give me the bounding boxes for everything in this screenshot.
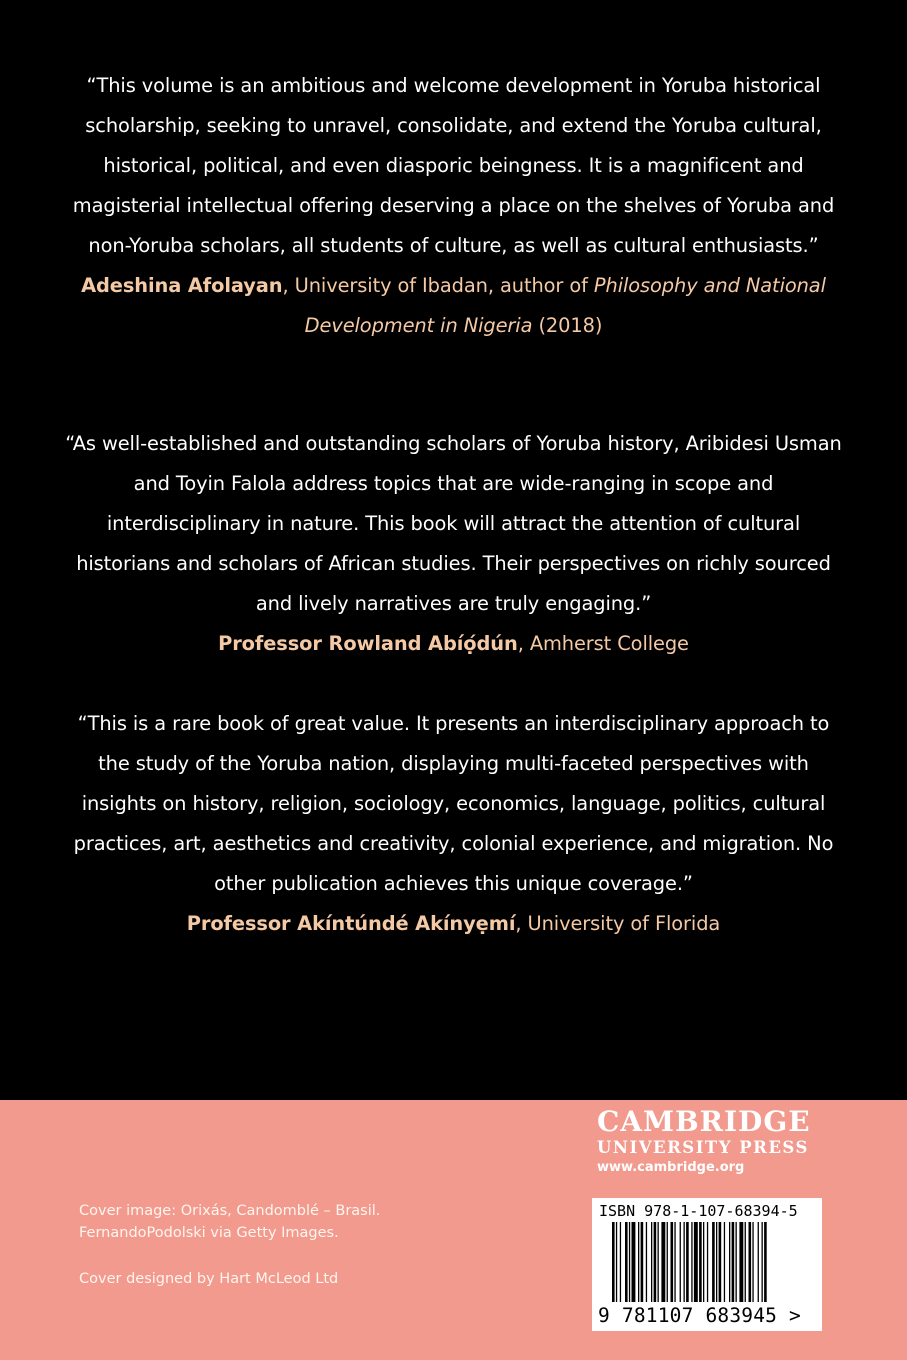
barcode-bar (749, 1222, 752, 1302)
barcode-bar (654, 1222, 657, 1302)
barcode-bar (736, 1222, 737, 1302)
barcode-bar (739, 1222, 743, 1302)
barcode-bar (671, 1222, 674, 1302)
blurb-attribution (60, 266, 847, 346)
barcode-bar (699, 1222, 702, 1302)
isbn-barcode (592, 1198, 822, 1331)
barcode-bar (612, 1222, 615, 1302)
attribution-author: Professor Akíntúndé Akínyẹmí (186, 912, 516, 935)
barcode-bar (620, 1222, 621, 1302)
publisher-subtitle: UNIVERSITY PRESS (597, 1138, 809, 1157)
barcode-bar (758, 1222, 759, 1302)
isbn-label: ISBN 978-1-107-68394-5 (599, 1202, 798, 1220)
barcode-bar (625, 1222, 628, 1302)
barcode-bar (716, 1222, 717, 1302)
blurb-attribution (60, 624, 847, 664)
barcode-bar (661, 1222, 665, 1302)
barcode-bar (680, 1222, 681, 1302)
barcode-bar (641, 1222, 644, 1302)
barcode-bar (616, 1222, 617, 1302)
cover-image-credit-line1: Cover image: Orixás, Candomblé – Brasil. (79, 1203, 381, 1219)
barcode-bar (646, 1222, 647, 1302)
publisher-logo (597, 1106, 837, 1178)
blurb-abiodun (60, 424, 847, 664)
cover-image-credit (79, 1200, 380, 1244)
barcode-bar (752, 1222, 753, 1302)
attribution-affiliation: , Amherst College (517, 632, 689, 655)
blurb-text: “As well-established and outstanding scholars of Yoruba history, Aribidesi Usman and Toyin Falola address topics that are wide-ranging in scope and interdisciplinary in nature. This book will attract the attention of cultural historians and scholars of African studies. Their perspectives on richly sourced and lively narratives are truly engaging.” (65, 432, 842, 615)
cover-footer (0, 1100, 907, 1360)
attribution-author: Adeshina Afolayan (81, 274, 283, 297)
barcode-bar (707, 1222, 708, 1302)
blurb-akinyemi (60, 704, 847, 944)
attribution-year: (2018) (532, 314, 603, 337)
barcode-bar (629, 1222, 630, 1302)
barcode-bar (667, 1222, 668, 1302)
barcode-bar (674, 1222, 675, 1302)
barcode-bar (684, 1222, 685, 1302)
barcode-bar (691, 1222, 692, 1302)
barcode-bar (729, 1222, 730, 1302)
blurb-text: “This volume is an ambitious and welcome development in Yoruba historical scholarship, seeking to unravel, consolidate, and extend the Yoruba cultural, historical, political, and even diasporic beingness. It is a magnificent and magisterial intellectual offering deserving a place on the shelves of Yoruba and non-Yoruba scholars, all students of culture, as well as cultural enthusiasts.” (72, 74, 835, 257)
barcode-bar (762, 1222, 763, 1302)
barcode-bar (745, 1222, 746, 1302)
barcode-bar (764, 1222, 767, 1302)
barcode-bar (651, 1222, 652, 1302)
barcode-bar (632, 1222, 636, 1302)
cover-designer-credit: Cover designed by Hart McLeod Ltd (79, 1271, 339, 1287)
attribution-affiliation: , University of Ibadan, author of (282, 274, 594, 297)
attribution-affiliation: , University of Florida (515, 912, 721, 935)
attribution-book-title: Philosophy and National Development in Nigeria (304, 274, 826, 337)
cover-image-credit-line2: FernandoPodolski via Getty Images. (79, 1225, 339, 1241)
blurb-afolayan (60, 66, 847, 346)
publisher-url: www.cambridge.org (597, 1160, 745, 1175)
barcode-bar (686, 1222, 689, 1302)
barcode-bar (658, 1222, 659, 1302)
barcode-digits: 9 781107 683945 > (598, 1304, 801, 1327)
barcode-bars-icon (598, 1222, 816, 1306)
publisher-name: CAMBRIDGE (597, 1105, 811, 1138)
barcode-bar (703, 1222, 704, 1302)
barcode-bar (694, 1222, 698, 1302)
barcode-bar (712, 1222, 715, 1302)
barcode-bar (724, 1222, 725, 1302)
attribution-author: Professor Rowland Abíọ́dún (218, 632, 518, 655)
blurb-attribution (60, 904, 847, 944)
barcode-bar (638, 1222, 639, 1302)
blurb-text: “This is a rare book of great value. It presents an interdisciplinary approach to the study of the Yoruba nation, displaying multi-faceted perspectives with insights on history, religion, sociology, economics, language, politics, cultural practices, art, aesthetics and creativity, colonial experience, and migration. No other publication achieves this unique coverage.” (73, 712, 834, 895)
barcode-bar (719, 1222, 722, 1302)
barcode-bar (732, 1222, 735, 1302)
